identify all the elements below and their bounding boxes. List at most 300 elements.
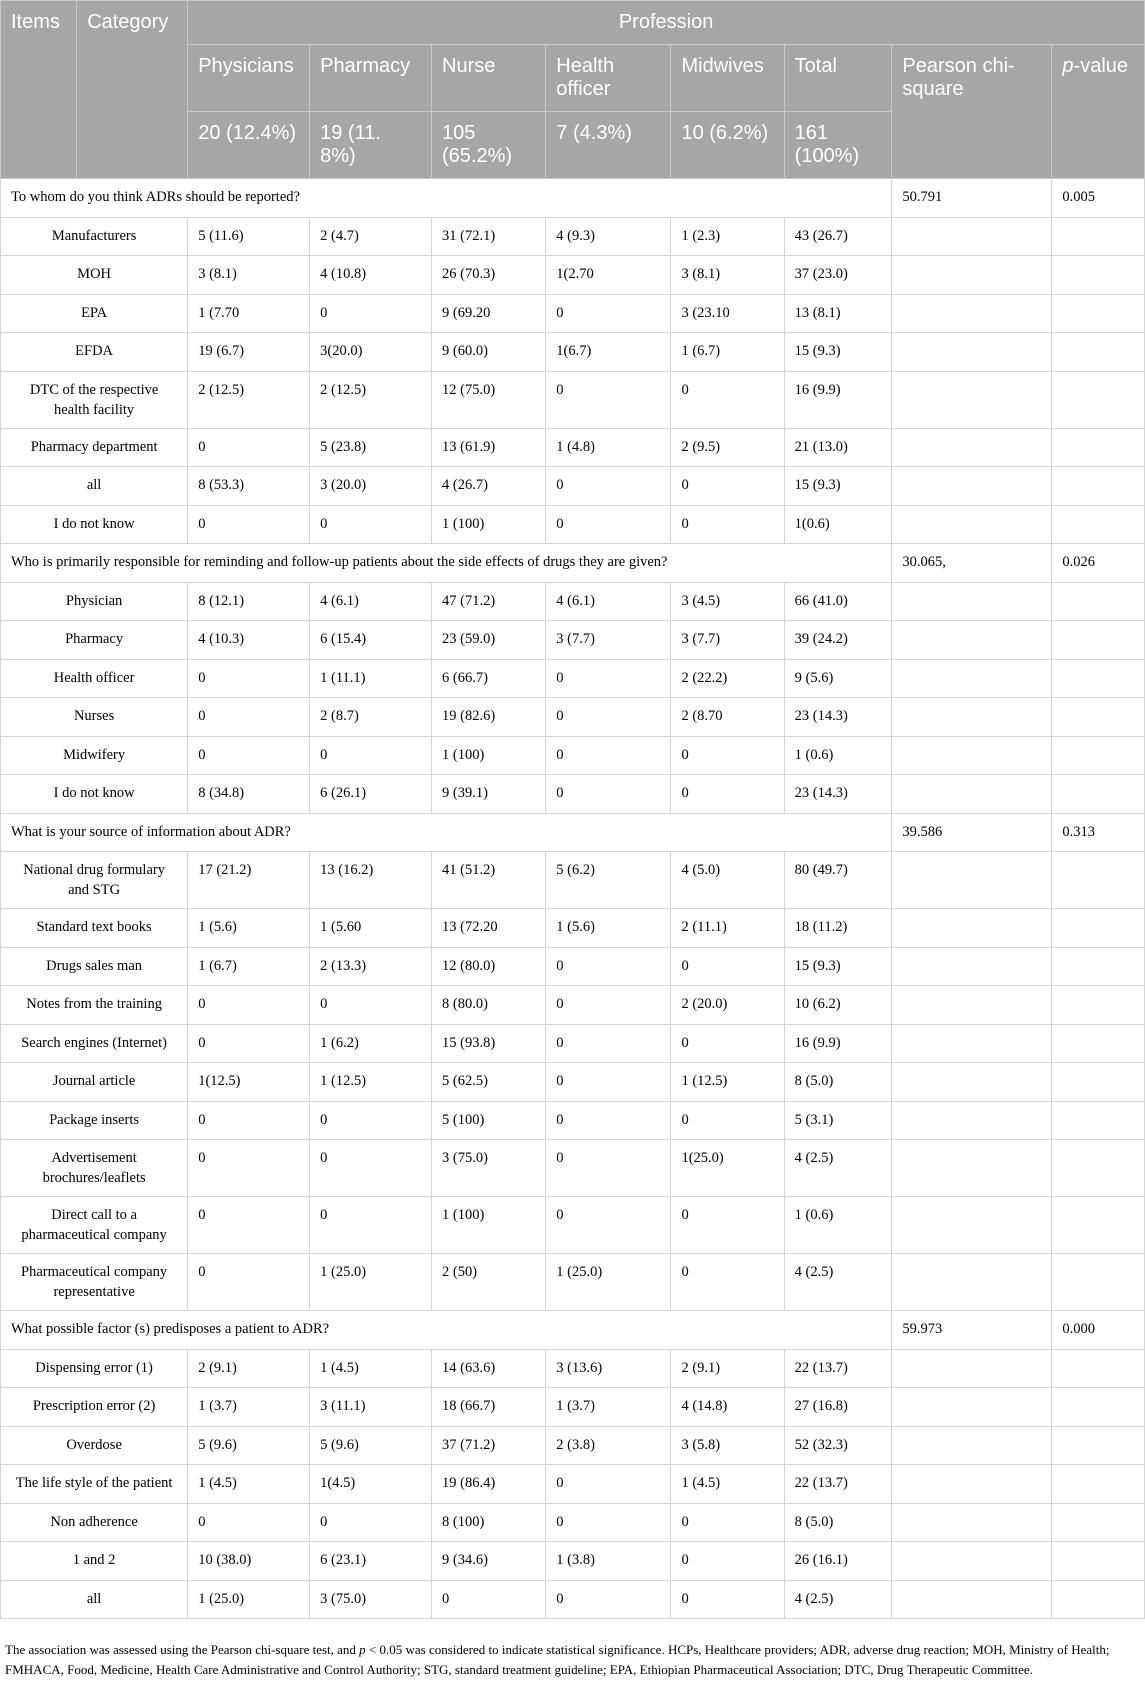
empty-cell bbox=[892, 736, 1052, 775]
row-label: Nurses bbox=[1, 698, 188, 737]
empty-cell bbox=[892, 1542, 1052, 1581]
chi-square-value: 59.973 bbox=[892, 1311, 1052, 1350]
row-label: Package inserts bbox=[1, 1101, 188, 1140]
table-cell: 2 (4.7) bbox=[310, 217, 432, 256]
table-cell: 4 (26.7) bbox=[432, 467, 546, 506]
question-row bbox=[1, 1311, 1145, 1350]
table-cell: 0 bbox=[671, 736, 784, 775]
table-cell: 6 (66.7) bbox=[432, 659, 546, 698]
table-cell: 0 bbox=[546, 659, 671, 698]
table-cell: 1 (5.6) bbox=[188, 909, 310, 948]
empty-cell bbox=[1052, 698, 1145, 737]
empty-cell bbox=[1052, 1580, 1145, 1619]
empty-cell bbox=[1052, 505, 1145, 544]
empty-cell bbox=[892, 333, 1052, 372]
empty-cell bbox=[892, 1388, 1052, 1427]
row-label: I do not know bbox=[1, 505, 188, 544]
table-cell: 4 (10.3) bbox=[188, 621, 310, 660]
chi-square-value: 30.065, bbox=[892, 544, 1052, 583]
table-cell: 1 (100) bbox=[432, 1197, 546, 1254]
table-cell: 1 (5.60 bbox=[310, 909, 432, 948]
empty-cell bbox=[1052, 1426, 1145, 1465]
table-row bbox=[1, 909, 1145, 948]
header-p-value bbox=[1052, 45, 1145, 179]
row-label: Search engines (Internet) bbox=[1, 1024, 188, 1063]
table-cell: 0 bbox=[188, 659, 310, 698]
table-cell: 0 bbox=[310, 736, 432, 775]
empty-cell bbox=[892, 1349, 1052, 1388]
table-row bbox=[1, 1388, 1145, 1427]
table-cell: 0 bbox=[432, 1580, 546, 1619]
question-row bbox=[1, 813, 1145, 852]
table-cell: 8 (53.3) bbox=[188, 467, 310, 506]
table-cell: 16 (9.9) bbox=[784, 1024, 892, 1063]
row-label: Direct call to a pharmaceutical company bbox=[1, 1197, 188, 1254]
table-cell: 10 (38.0) bbox=[188, 1542, 310, 1581]
table-row bbox=[1, 1465, 1145, 1504]
table-cell: 19 (86.4) bbox=[432, 1465, 546, 1504]
row-label: Physician bbox=[1, 582, 188, 621]
table-cell: 0 bbox=[188, 1254, 310, 1311]
table-cell: 0 bbox=[671, 1024, 784, 1063]
table-cell: 3 (75.0) bbox=[432, 1140, 546, 1197]
table-row bbox=[1, 1024, 1145, 1063]
table-cell: 1 (4.8) bbox=[546, 428, 671, 467]
table-cell: 1 (7.70 bbox=[188, 294, 310, 333]
table-cell: 0 bbox=[671, 1197, 784, 1254]
header-chi-square: Pearson chi-square bbox=[892, 45, 1052, 179]
table-cell: 3 (75.0) bbox=[310, 1580, 432, 1619]
table-cell: 6 (26.1) bbox=[310, 775, 432, 814]
table-cell: 2 (20.0) bbox=[671, 986, 784, 1025]
row-label: Prescription error (2) bbox=[1, 1388, 188, 1427]
table-cell: 2 (9.1) bbox=[671, 1349, 784, 1388]
table-cell: 1 (25.0) bbox=[188, 1580, 310, 1619]
table-cell: 0 bbox=[671, 467, 784, 506]
table-cell: 2 (9.5) bbox=[671, 428, 784, 467]
table-row bbox=[1, 659, 1145, 698]
table-cell: 0 bbox=[546, 775, 671, 814]
question-row bbox=[1, 179, 1145, 218]
table-row bbox=[1, 294, 1145, 333]
table-cell: 3(20.0) bbox=[310, 333, 432, 372]
table-cell: 0 bbox=[546, 947, 671, 986]
table-cell: 0 bbox=[671, 947, 784, 986]
empty-cell bbox=[1052, 1254, 1145, 1311]
table-row bbox=[1, 1063, 1145, 1102]
table-cell: 47 (71.2) bbox=[432, 582, 546, 621]
table-body bbox=[1, 179, 1145, 1619]
row-label: The life style of the patient bbox=[1, 1465, 188, 1504]
empty-cell bbox=[1052, 582, 1145, 621]
table-cell: 3 (13.6) bbox=[546, 1349, 671, 1388]
header-profession-count: 7 (4.3%) bbox=[546, 112, 671, 179]
table-cell: 1 (4.5) bbox=[671, 1465, 784, 1504]
table-cell: 1 (25.0) bbox=[546, 1254, 671, 1311]
empty-cell bbox=[1052, 428, 1145, 467]
table-cell: 1 (25.0) bbox=[310, 1254, 432, 1311]
table-cell: 1 (6.2) bbox=[310, 1024, 432, 1063]
table-cell: 8 (5.0) bbox=[784, 1063, 892, 1102]
empty-cell bbox=[1052, 736, 1145, 775]
empty-cell bbox=[1052, 1349, 1145, 1388]
table-cell: 18 (66.7) bbox=[432, 1388, 546, 1427]
row-label: 1 and 2 bbox=[1, 1542, 188, 1581]
table-cell: 1(4.5) bbox=[310, 1465, 432, 1504]
table-cell: 0 bbox=[188, 736, 310, 775]
table-cell: 0 bbox=[546, 986, 671, 1025]
table-cell: 4 (6.1) bbox=[546, 582, 671, 621]
row-label: Pharmaceutical company representative bbox=[1, 1254, 188, 1311]
row-label: MOH bbox=[1, 256, 188, 295]
table-cell: 12 (80.0) bbox=[432, 947, 546, 986]
table-row bbox=[1, 505, 1145, 544]
table-cell: 9 (39.1) bbox=[432, 775, 546, 814]
empty-cell bbox=[892, 1426, 1052, 1465]
table-cell: 1 (5.6) bbox=[546, 909, 671, 948]
row-label: Non adherence bbox=[1, 1503, 188, 1542]
table-cell: 0 bbox=[671, 1542, 784, 1581]
empty-cell bbox=[1052, 909, 1145, 948]
table-row bbox=[1, 1197, 1145, 1254]
row-label: Pharmacy bbox=[1, 621, 188, 660]
table-cell: 5 (9.6) bbox=[188, 1426, 310, 1465]
table-cell: 37 (71.2) bbox=[432, 1426, 546, 1465]
table-cell: 4 (2.5) bbox=[784, 1140, 892, 1197]
header-profession-name: Total bbox=[784, 45, 892, 112]
table-cell: 0 bbox=[546, 1024, 671, 1063]
table-cell: 4 (14.8) bbox=[671, 1388, 784, 1427]
empty-cell bbox=[892, 986, 1052, 1025]
table-cell: 15 (9.3) bbox=[784, 947, 892, 986]
table-cell: 43 (26.7) bbox=[784, 217, 892, 256]
table-cell: 0 bbox=[546, 736, 671, 775]
empty-cell bbox=[892, 505, 1052, 544]
table-cell: 0 bbox=[188, 1503, 310, 1542]
table-cell: 0 bbox=[188, 1024, 310, 1063]
table-cell: 9 (34.6) bbox=[432, 1542, 546, 1581]
table-cell: 23 (14.3) bbox=[784, 698, 892, 737]
empty-cell bbox=[892, 621, 1052, 660]
empty-cell bbox=[892, 909, 1052, 948]
chi-square-value: 50.791 bbox=[892, 179, 1052, 218]
empty-cell bbox=[1052, 659, 1145, 698]
table-cell: 9 (60.0) bbox=[432, 333, 546, 372]
row-label: Drugs sales man bbox=[1, 947, 188, 986]
table-cell: 1 (4.5) bbox=[188, 1465, 310, 1504]
table-footnote bbox=[0, 1640, 1145, 1680]
table-cell: 2 (22.2) bbox=[671, 659, 784, 698]
row-label: Pharmacy department bbox=[1, 428, 188, 467]
row-label: Journal article bbox=[1, 1063, 188, 1102]
table-cell: 0 bbox=[546, 1101, 671, 1140]
table-cell: 4 (2.5) bbox=[784, 1254, 892, 1311]
empty-cell bbox=[892, 659, 1052, 698]
table-cell: 0 bbox=[546, 294, 671, 333]
empty-cell bbox=[892, 371, 1052, 428]
table-cell: 1 (3.7) bbox=[546, 1388, 671, 1427]
table-cell: 0 bbox=[546, 1503, 671, 1542]
table-cell: 12 (75.0) bbox=[432, 371, 546, 428]
table-cell: 2 (3.8) bbox=[546, 1426, 671, 1465]
empty-cell bbox=[892, 1197, 1052, 1254]
table-cell: 17 (21.2) bbox=[188, 852, 310, 909]
row-label: EFDA bbox=[1, 333, 188, 372]
empty-cell bbox=[1052, 1197, 1145, 1254]
table-cell: 1 (12.5) bbox=[310, 1063, 432, 1102]
table-row bbox=[1, 1503, 1145, 1542]
table-cell: 2 (8.7) bbox=[310, 698, 432, 737]
p-value: 0.026 bbox=[1052, 544, 1145, 583]
empty-cell bbox=[892, 256, 1052, 295]
table-cell: 1 (12.5) bbox=[671, 1063, 784, 1102]
table-cell: 1 (3.8) bbox=[546, 1542, 671, 1581]
table-cell: 15 (9.3) bbox=[784, 333, 892, 372]
table-cell: 5 (6.2) bbox=[546, 852, 671, 909]
header-profession-name: Physicians bbox=[188, 45, 310, 112]
footnote-text-2: < 0.05 was considered to indicate statistical significance. HCPs, Healthcare providers; ADR, adverse drug reaction; MOH, Ministry of Health; FMHACA, Food, Medicine, Health Care Administrative and Control Authority; STG, standard treatment guideline; EPA, Ethiopian Pharmaceutical Association; DTC, Drug Therapeutic Committee. bbox=[5, 1642, 1110, 1677]
table-cell: 8 (12.1) bbox=[188, 582, 310, 621]
empty-cell bbox=[1052, 333, 1145, 372]
empty-cell bbox=[1052, 1101, 1145, 1140]
table-cell: 6 (23.1) bbox=[310, 1542, 432, 1581]
empty-cell bbox=[1052, 1542, 1145, 1581]
table-cell: 22 (13.7) bbox=[784, 1349, 892, 1388]
empty-cell bbox=[892, 467, 1052, 506]
table-cell: 0 bbox=[546, 1140, 671, 1197]
table-cell: 5 (3.1) bbox=[784, 1101, 892, 1140]
empty-cell bbox=[892, 1140, 1052, 1197]
table-cell: 1 (11.1) bbox=[310, 659, 432, 698]
table-cell: 18 (11.2) bbox=[784, 909, 892, 948]
table-cell: 2 (8.70 bbox=[671, 698, 784, 737]
table-row bbox=[1, 698, 1145, 737]
table-cell: 8 (80.0) bbox=[432, 986, 546, 1025]
row-label: EPA bbox=[1, 294, 188, 333]
header-profession-name: Midwives bbox=[671, 45, 784, 112]
row-label: Notes from the training bbox=[1, 986, 188, 1025]
empty-cell bbox=[892, 582, 1052, 621]
table-cell: 0 bbox=[671, 1254, 784, 1311]
table-row bbox=[1, 428, 1145, 467]
empty-cell bbox=[892, 1254, 1052, 1311]
footnote-text-1: The association was assessed using the Pearson chi-square test, and bbox=[5, 1642, 360, 1657]
table-cell: 27 (16.8) bbox=[784, 1388, 892, 1427]
empty-cell bbox=[892, 1580, 1052, 1619]
table-cell: 0 bbox=[671, 775, 784, 814]
table-cell: 0 bbox=[310, 1503, 432, 1542]
table-cell: 37 (23.0) bbox=[784, 256, 892, 295]
table-cell: 5 (9.6) bbox=[310, 1426, 432, 1465]
empty-cell bbox=[892, 1063, 1052, 1102]
row-label: Midwifery bbox=[1, 736, 188, 775]
table-cell: 0 bbox=[546, 371, 671, 428]
table-cell: 15 (9.3) bbox=[784, 467, 892, 506]
empty-cell bbox=[1052, 775, 1145, 814]
header-profession-count: 10 (6.2%) bbox=[671, 112, 784, 179]
table-cell: 0 bbox=[671, 1503, 784, 1542]
row-label: National drug formulary and STG bbox=[1, 852, 188, 909]
empty-cell bbox=[1052, 986, 1145, 1025]
table-cell: 80 (49.7) bbox=[784, 852, 892, 909]
footnote-p-italic: p bbox=[359, 1642, 366, 1657]
row-label: DTC of the respective health facility bbox=[1, 371, 188, 428]
table-cell: 2 (12.5) bbox=[310, 371, 432, 428]
table-row bbox=[1, 256, 1145, 295]
empty-cell bbox=[892, 294, 1052, 333]
header-profession-count: 161 (100%) bbox=[784, 112, 892, 179]
table-row bbox=[1, 736, 1145, 775]
row-label: Dispensing error (1) bbox=[1, 1349, 188, 1388]
table-cell: 19 (6.7) bbox=[188, 333, 310, 372]
chi-square-value: 39.586 bbox=[892, 813, 1052, 852]
table-cell: 4 (6.1) bbox=[310, 582, 432, 621]
table-cell: 2 (50) bbox=[432, 1254, 546, 1311]
table-row bbox=[1, 582, 1145, 621]
table-cell: 4 (9.3) bbox=[546, 217, 671, 256]
table-header bbox=[1, 1, 1145, 179]
table-cell: 0 bbox=[671, 371, 784, 428]
question-text: What possible factor (s) predisposes a patient to ADR? bbox=[1, 1311, 892, 1350]
header-profession-count: 19 (11. 8%) bbox=[310, 112, 432, 179]
table-cell: 1(25.0) bbox=[671, 1140, 784, 1197]
table-cell: 1 (100) bbox=[432, 736, 546, 775]
table-cell: 26 (16.1) bbox=[784, 1542, 892, 1581]
empty-cell bbox=[892, 1101, 1052, 1140]
table-row bbox=[1, 1349, 1145, 1388]
table-row bbox=[1, 986, 1145, 1025]
row-label: Advertisement brochures/leaflets bbox=[1, 1140, 188, 1197]
empty-cell bbox=[1052, 256, 1145, 295]
table-cell: 0 bbox=[546, 1580, 671, 1619]
table-row bbox=[1, 1254, 1145, 1311]
table-cell: 9 (69.20 bbox=[432, 294, 546, 333]
table-cell: 0 bbox=[310, 986, 432, 1025]
table-row bbox=[1, 621, 1145, 660]
empty-cell bbox=[892, 1024, 1052, 1063]
table-cell: 66 (41.0) bbox=[784, 582, 892, 621]
table-cell: 3 (11.1) bbox=[310, 1388, 432, 1427]
table-cell: 0 bbox=[546, 505, 671, 544]
table-cell: 15 (93.8) bbox=[432, 1024, 546, 1063]
table-row bbox=[1, 333, 1145, 372]
table-cell: 0 bbox=[188, 505, 310, 544]
table-cell: 1(0.6) bbox=[784, 505, 892, 544]
table-cell: 0 bbox=[671, 1580, 784, 1619]
table-cell: 1 (0.6) bbox=[784, 736, 892, 775]
header-items: Items bbox=[1, 1, 77, 179]
empty-cell bbox=[892, 1503, 1052, 1542]
table-cell: 1 (6.7) bbox=[671, 333, 784, 372]
table-cell: 3 (8.1) bbox=[671, 256, 784, 295]
empty-cell bbox=[1052, 621, 1145, 660]
header-profession-count: 105 (65.2%) bbox=[432, 112, 546, 179]
table-cell: 8 (34.8) bbox=[188, 775, 310, 814]
table-cell: 8 (100) bbox=[432, 1503, 546, 1542]
table-cell: 0 bbox=[310, 1140, 432, 1197]
table-cell: 0 bbox=[310, 1101, 432, 1140]
p-value: 0.313 bbox=[1052, 813, 1145, 852]
table-cell: 52 (32.3) bbox=[784, 1426, 892, 1465]
table-cell: 0 bbox=[310, 505, 432, 544]
table-cell: 3 (4.5) bbox=[671, 582, 784, 621]
table-cell: 0 bbox=[546, 467, 671, 506]
table-cell: 14 (63.6) bbox=[432, 1349, 546, 1388]
table-cell: 0 bbox=[188, 1140, 310, 1197]
table-cell: 0 bbox=[546, 1465, 671, 1504]
table-cell: 31 (72.1) bbox=[432, 217, 546, 256]
table-cell: 3 (7.7) bbox=[546, 621, 671, 660]
table-cell: 13 (72.20 bbox=[432, 909, 546, 948]
table-cell: 1 (6.7) bbox=[188, 947, 310, 986]
table-cell: 0 bbox=[546, 1197, 671, 1254]
table-row bbox=[1, 947, 1145, 986]
table-cell: 3 (5.8) bbox=[671, 1426, 784, 1465]
table-cell: 1 (0.6) bbox=[784, 1197, 892, 1254]
row-label: Overdose bbox=[1, 1426, 188, 1465]
empty-cell bbox=[1052, 467, 1145, 506]
table-cell: 1 (2.3) bbox=[671, 217, 784, 256]
header-category: Category bbox=[77, 1, 188, 179]
table-cell: 1(12.5) bbox=[188, 1063, 310, 1102]
table-cell: 13 (8.1) bbox=[784, 294, 892, 333]
table-cell: 19 (82.6) bbox=[432, 698, 546, 737]
table-cell: 23 (59.0) bbox=[432, 621, 546, 660]
table-cell: 0 bbox=[188, 1197, 310, 1254]
header-profession-count: 20 (12.4%) bbox=[188, 112, 310, 179]
empty-cell bbox=[1052, 852, 1145, 909]
table-cell: 1(2.70 bbox=[546, 256, 671, 295]
empty-cell bbox=[892, 217, 1052, 256]
empty-cell bbox=[1052, 294, 1145, 333]
table-cell: 9 (5.6) bbox=[784, 659, 892, 698]
empty-cell bbox=[1052, 1465, 1145, 1504]
table-row bbox=[1, 1426, 1145, 1465]
empty-cell bbox=[892, 947, 1052, 986]
empty-cell bbox=[892, 698, 1052, 737]
table-cell: 0 bbox=[671, 1101, 784, 1140]
table-cell: 3 (20.0) bbox=[310, 467, 432, 506]
table-cell: 0 bbox=[671, 505, 784, 544]
table-cell: 0 bbox=[188, 428, 310, 467]
empty-cell bbox=[892, 428, 1052, 467]
p-italic: p bbox=[1062, 55, 1074, 77]
table-cell: 3 (7.7) bbox=[671, 621, 784, 660]
table-cell: 22 (13.7) bbox=[784, 1465, 892, 1504]
table-cell: 41 (51.2) bbox=[432, 852, 546, 909]
table-cell: 6 (15.4) bbox=[310, 621, 432, 660]
table-cell: 1 (3.7) bbox=[188, 1388, 310, 1427]
empty-cell bbox=[1052, 947, 1145, 986]
table-row bbox=[1, 775, 1145, 814]
table-cell: 1 (100) bbox=[432, 505, 546, 544]
table-cell: 5 (100) bbox=[432, 1101, 546, 1140]
table-cell: 0 bbox=[188, 1101, 310, 1140]
p-value: 0.000 bbox=[1052, 1311, 1145, 1350]
empty-cell bbox=[1052, 1063, 1145, 1102]
question-row bbox=[1, 544, 1145, 583]
table-cell: 0 bbox=[188, 986, 310, 1025]
table-row bbox=[1, 852, 1145, 909]
table-cell: 4 (2.5) bbox=[784, 1580, 892, 1619]
table-cell: 23 (14.3) bbox=[784, 775, 892, 814]
table-cell: 0 bbox=[546, 1063, 671, 1102]
empty-cell bbox=[1052, 1024, 1145, 1063]
table-cell: 5 (23.8) bbox=[310, 428, 432, 467]
table-row bbox=[1, 217, 1145, 256]
row-label: Manufacturers bbox=[1, 217, 188, 256]
table-cell: 0 bbox=[546, 698, 671, 737]
